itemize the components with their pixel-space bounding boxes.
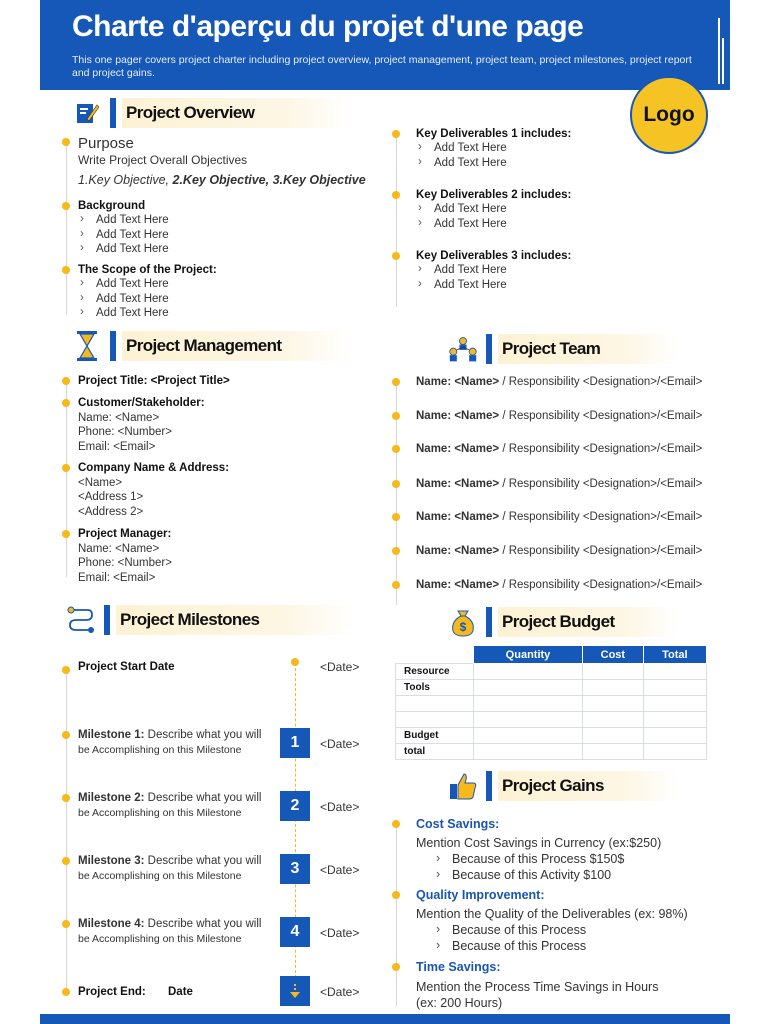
arrow-down-icon: [289, 984, 301, 998]
purpose-text: Write Project Overall Objectives: [78, 153, 248, 167]
budget-row: [396, 712, 707, 728]
section-title: Project Team: [498, 334, 678, 364]
section-header-team: [448, 333, 678, 365]
milestone-date: <Date>: [320, 737, 360, 751]
cost-savings-block: Mention Cost Savings in Currency (ex:$250) › Because of this Process $150$ › Because of this Activity $100: [416, 835, 661, 883]
team-member-row: Name: <Name> / Responsibility <Designation>/<Email>: [416, 443, 703, 455]
milestone-description: Milestone 1: Describe what you will be Accomplishing on this Milestone: [78, 729, 262, 756]
section-title: Project Budget: [498, 607, 678, 637]
deliverables-3-list: › Add Text Here › Add Text Here: [416, 263, 507, 292]
section-title: Project Management: [122, 331, 352, 361]
customer-block: Customer/Stakeholder: Name: <Name> Phone: <Number> Email: <Email>: [78, 397, 205, 453]
page-title: Charte d'aperçu du projet d'une page: [72, 10, 584, 43]
col-cost: Cost: [582, 646, 643, 664]
budget-cell: [474, 696, 583, 712]
deliverables-2-list: › Add Text Here › Add Text Here: [416, 202, 507, 231]
budget-row-label: total: [396, 744, 474, 760]
budget-cell: [643, 664, 706, 680]
col-quantity: Quantity: [474, 646, 583, 664]
section-title: Project Gains: [498, 771, 678, 801]
project-title-field: Project Title: <Project Title>: [78, 375, 230, 387]
budget-cell: [582, 728, 643, 744]
budget-cell: [643, 728, 706, 744]
milestone-number-box: 2: [280, 791, 310, 821]
purpose-label: Purpose: [78, 135, 134, 152]
team-member-row: Name: <Name> / Responsibility <Designation>/<Email>: [416, 410, 703, 422]
team-member-row: Name: <Name> / Responsibility <Designation>/<Email>: [416, 511, 703, 523]
budget-row-label: [396, 712, 474, 728]
budget-row-label: Budget: [396, 728, 474, 744]
time-savings-block: Mention the Process Time Savings in Hours (ex: 200 Hours): [416, 980, 659, 1010]
project-end-value: Date: [168, 986, 193, 998]
section-header-management: [72, 330, 352, 362]
budget-cell: [474, 744, 583, 760]
deliverables-1-list: › Add Text Here › Add Text Here: [416, 141, 507, 170]
budget-cell: [582, 664, 643, 680]
milestone-number-box: 4: [280, 917, 310, 947]
logo: Logo: [630, 76, 708, 154]
milestone-number-box: 1: [280, 728, 310, 758]
start-date: <Date>: [320, 660, 360, 674]
budget-row-label: Resource: [396, 664, 474, 680]
milestone-description: Milestone 2: Describe what you will be Accomplishing on this Milestone: [78, 792, 262, 819]
milestone-number-box: 3: [280, 854, 310, 884]
scope-list: › Add Text Here › Add Text Here › Add Text Here: [78, 277, 169, 321]
time-savings-label: Time Savings:: [416, 960, 501, 974]
budget-cell: [582, 696, 643, 712]
section-header-milestones: [66, 604, 356, 636]
milestone-date: <Date>: [320, 800, 360, 814]
budget-cell: [474, 728, 583, 744]
manager-block: Project Manager: Name: <Name> Phone: <Number> Email: <Email>: [78, 528, 172, 584]
section-header-gains: [448, 770, 678, 802]
section-header-budget: [448, 606, 678, 638]
budget-row-label: Tools: [396, 680, 474, 696]
team-member-row: Name: <Name> / Responsibility <Designation>/<Email>: [416, 478, 703, 490]
budget-cell: [643, 680, 706, 696]
milestone-timeline: [295, 663, 296, 1003]
quality-block: Mention the Quality of the Deliverables (ex: 98%) › Because of this Process › Because of this Process: [416, 906, 688, 954]
budget-cell: [582, 680, 643, 696]
budget-cell: [474, 664, 583, 680]
cost-savings-label: Cost Savings:: [416, 817, 500, 831]
background-label: Background: [78, 200, 146, 212]
quality-label: Quality Improvement:: [416, 888, 545, 902]
edit-document-icon: [72, 98, 102, 128]
deliverables-3-label: Key Deliverables 3 includes:: [416, 250, 572, 262]
svg-text:$: $: [459, 620, 467, 634]
budget-row: [396, 680, 707, 696]
header-decoration: [718, 18, 724, 84]
section-title: Project Overview: [122, 98, 352, 128]
milestone-description: Milestone 4: Describe what you will be Accomplishing on this Milestone: [78, 918, 262, 945]
money-bag-icon: [448, 607, 478, 637]
budget-row: [396, 728, 707, 744]
budget-cell: [643, 712, 706, 728]
team-member-row: Name: <Name> / Responsibility <Designation>/<Email>: [416, 376, 703, 388]
header-banner: [40, 0, 730, 90]
budget-row: [396, 664, 707, 680]
budget-cell: [582, 744, 643, 760]
budget-cell: [474, 712, 583, 728]
deliverables-2-label: Key Deliverables 2 includes:: [416, 189, 572, 201]
col-total: Total: [643, 646, 706, 664]
scope-label: The Scope of the Project:: [78, 264, 217, 276]
section-title: Project Milestones: [116, 605, 356, 635]
deliverables-1-label: Key Deliverables 1 includes:: [416, 128, 572, 140]
team-member-row: Name: <Name> / Responsibility <Designation>/<Email>: [416, 545, 703, 557]
budget-row: [396, 744, 707, 760]
page-subtitle: This one pager covers project charter including project overview, project management, project team, project milestones, project report and project gains.: [72, 54, 692, 79]
budget-cell: [643, 744, 706, 760]
hourglass-icon: [72, 331, 102, 361]
footer-bar: [40, 1014, 730, 1024]
company-block: Company Name & Address: <Name> <Address 1> <Address 2>: [78, 462, 230, 518]
project-end-label: Project End:: [78, 986, 146, 998]
key-objectives: 1.Key Objective, 2.Key Objective, 3.Key Objective: [78, 173, 366, 187]
budget-cell: [582, 712, 643, 728]
milestone-description: Milestone 3: Describe what you will be Accomplishing on this Milestone: [78, 855, 262, 882]
thumbs-up-icon: [448, 771, 478, 801]
background-list: › Add Text Here › Add Text Here › Add Text Here: [78, 213, 169, 257]
milestone-date: <Date>: [320, 926, 360, 940]
budget-table: [395, 645, 707, 760]
budget-row-label: [396, 696, 474, 712]
section-header-overview: [72, 97, 352, 129]
milestone-date: <Date>: [320, 863, 360, 877]
end-arrow-box: [280, 976, 310, 1006]
route-icon: [66, 605, 96, 635]
team-member-row: Name: <Name> / Responsibility <Designation>/<Email>: [416, 579, 703, 591]
project-start-label: Project Start Date: [78, 661, 175, 673]
budget-cell: [643, 696, 706, 712]
budget-row: [396, 696, 707, 712]
team-icon: [448, 334, 478, 364]
budget-cell: [474, 680, 583, 696]
end-date: <Date>: [320, 985, 360, 999]
